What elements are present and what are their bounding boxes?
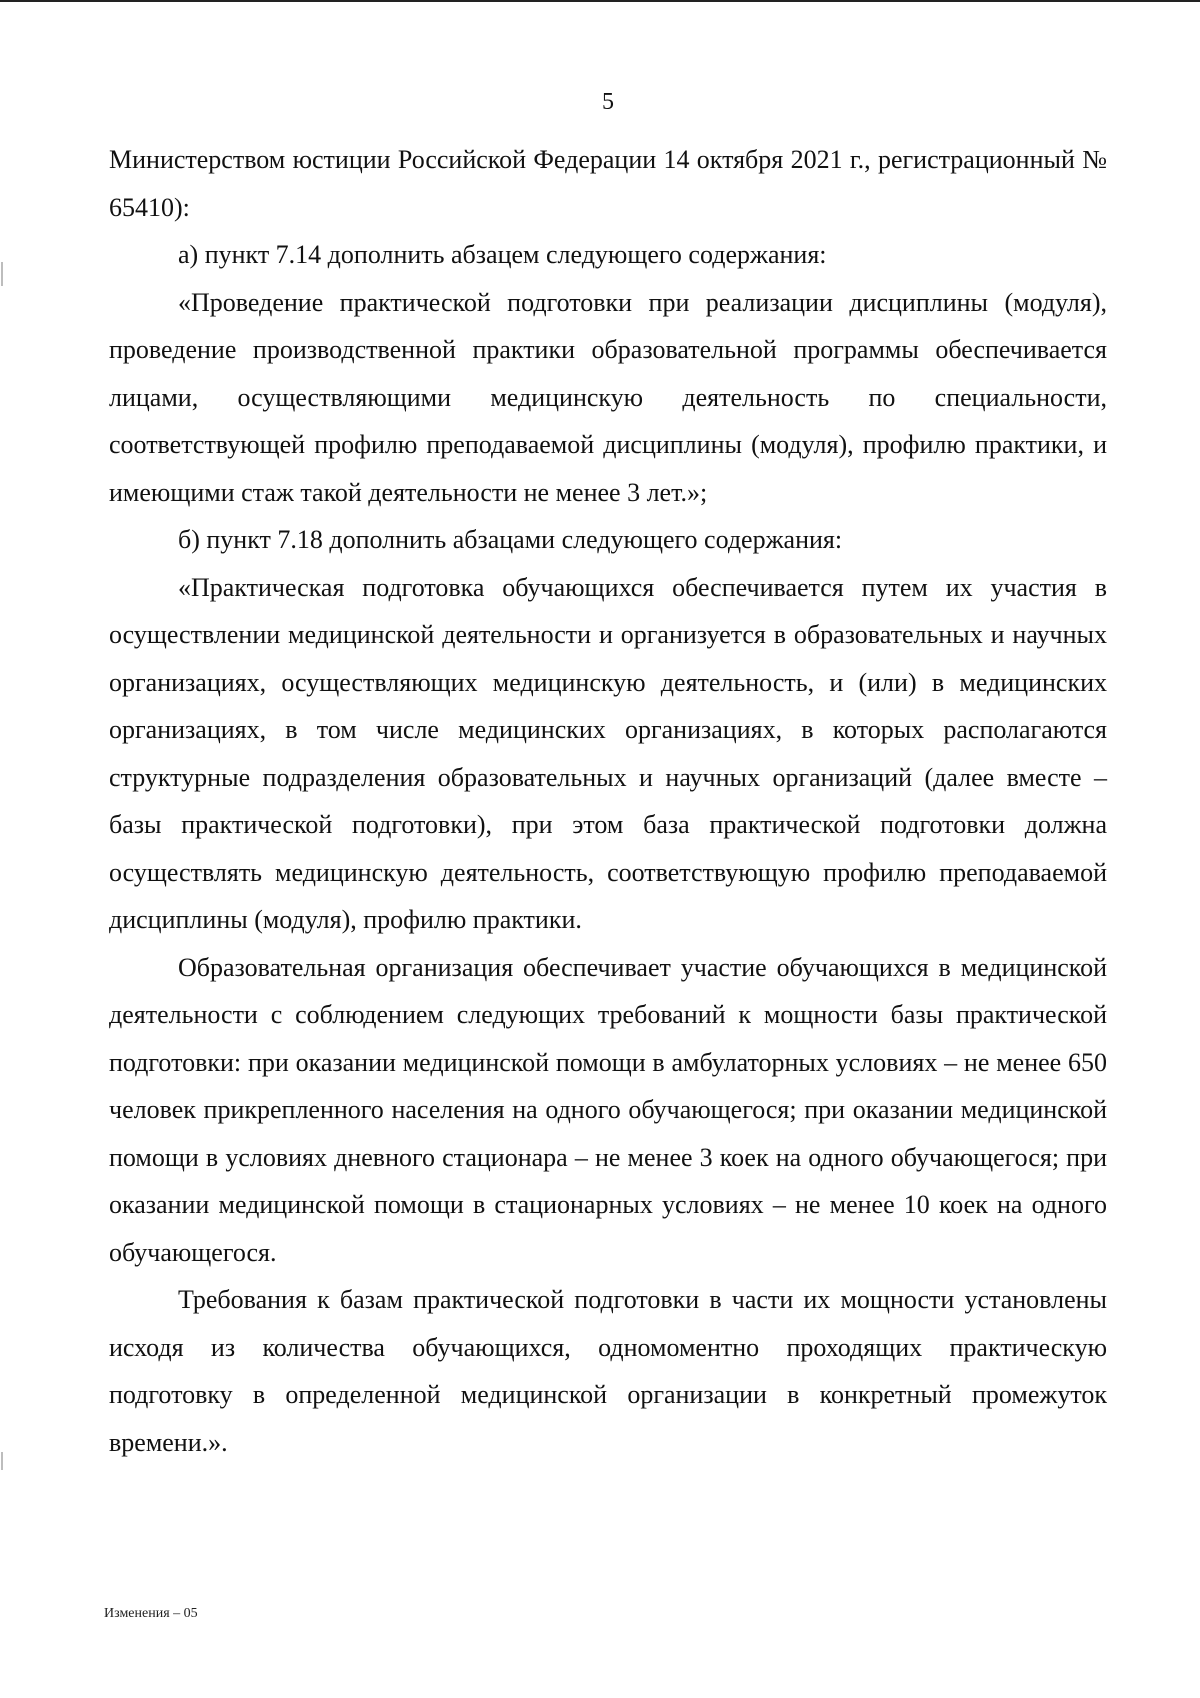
page-number: 5 bbox=[602, 89, 614, 115]
footer-revision-note: Изменения – 05 bbox=[104, 1606, 198, 1621]
paragraph-capacity-requirements: Образовательная организация обеспечивает участие обучающихся в медицинской деятельности с соблюдением следующих требований к мощности базы практической подготовки: при оказании медицинской помощи в амбулаторных условиях – не менее 650 человек прикрепленного населения на одного обучающегося; при оказании медицинской помощи в условиях дневного стационара – не менее 3 коек на одного обучающегося; при оказании медицинской помощи в стационарных условиях – не менее 10 коек на одного обучающегося. bbox=[109, 952, 1107, 1267]
paragraph-capacity-basis: Требования к базам практической подготовки в части их мощности установлены исходя из количества обучающихся, одномоментно проходящих практическую подготовку в определенной медицинской организации в конкретный промежуток времени.». bbox=[109, 1285, 1107, 1457]
scan-artifact-mark bbox=[1, 1452, 3, 1470]
paragraph-registration: Министерством юстиции Российской Федерации 14 октября 2021 г., регистрационный № 65410): bbox=[109, 145, 1107, 222]
document-body bbox=[109, 136, 1107, 1466]
scan-top-edge bbox=[0, 0, 1200, 2]
paragraph-item-b: б) пункт 7.18 дополнить абзацами следующего содержания: bbox=[178, 525, 843, 554]
scan-artifact-mark bbox=[1, 262, 3, 286]
paragraph-quote-7-18: «Практическая подготовка обучающихся обеспечивается путем их участия в осуществлении медицинской деятельности и организуется в образовательных и научных организациях, осуществляющих медицинскую деятельность, и (или) в медицинских организациях, в том числе медицинских организациях, в которых располагаются структурные подразделения образовательных и научных организаций (далее вместе – базы практической подготовки), при этом база практической подготовки должна осуществлять медицинскую деятельность, соответствующую профилю преподаваемой дисциплины (модуля), профилю практики. bbox=[109, 572, 1107, 934]
paragraph-item-a: а) пункт 7.14 дополнить абзацем следующего содержания: bbox=[178, 240, 827, 269]
paragraph-quote-7-14: «Проведение практической подготовки при реализации дисциплины (модуля), проведение производственной практики образовательной программы обеспечивается лицами, осуществляющими медицинскую деятельность по специальности, соответствующей профилю преподаваемой дисциплины (модуля), профилю практики, и имеющими стаж такой деятельности не менее 3 лет.»; bbox=[109, 287, 1107, 507]
